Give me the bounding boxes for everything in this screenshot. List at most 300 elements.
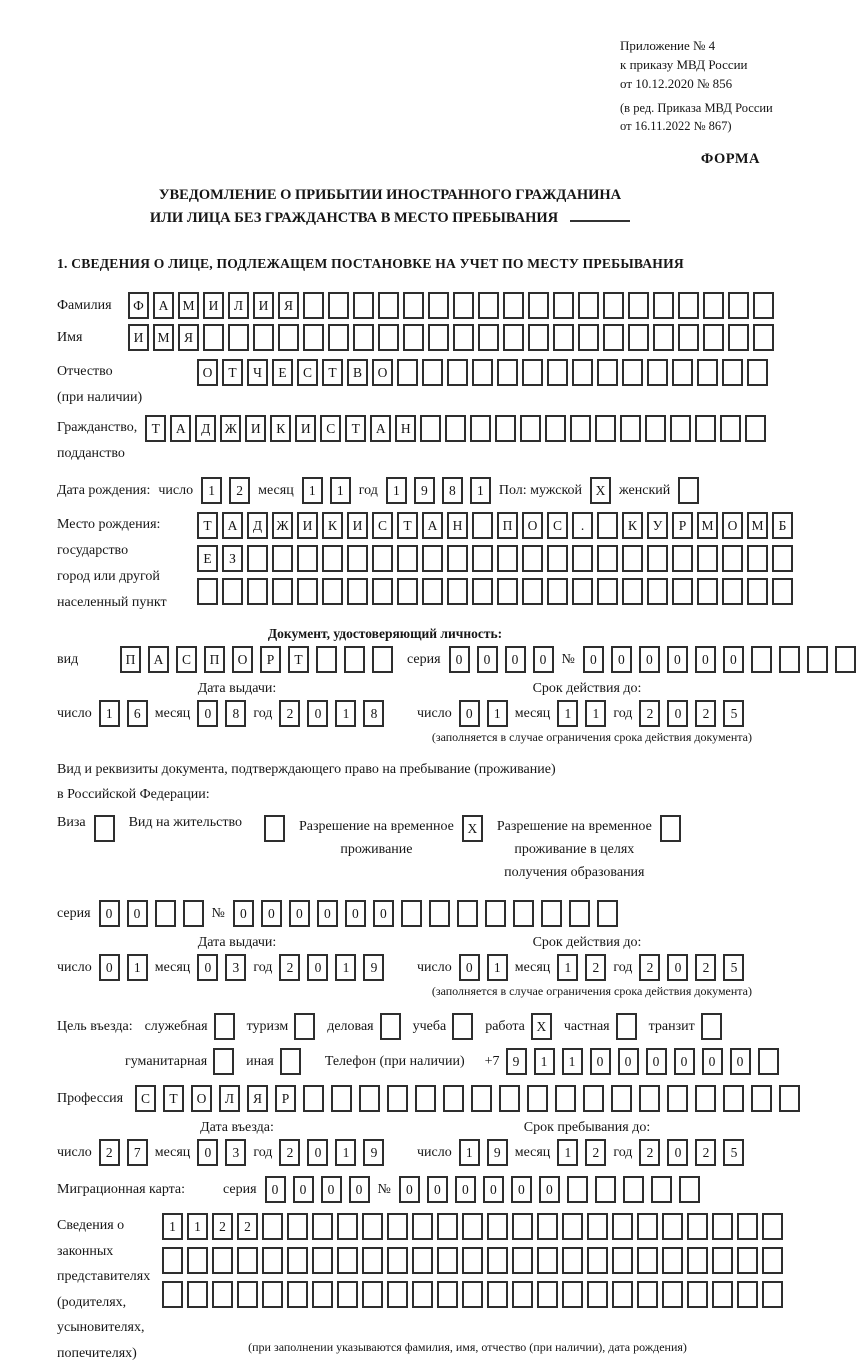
char-cell[interactable]: Р [275, 1085, 296, 1112]
char-cell[interactable]: С [547, 512, 568, 539]
char-cell[interactable] [347, 578, 368, 605]
char-cell[interactable]: О [372, 359, 393, 386]
char-cell[interactable]: 1 [487, 954, 508, 981]
char-cell[interactable] [428, 292, 449, 319]
char-cell[interactable] [247, 578, 268, 605]
char-cell[interactable]: 0 [533, 646, 554, 673]
char-cell[interactable] [712, 1247, 733, 1274]
char-cell[interactable] [437, 1247, 458, 1274]
char-cell[interactable] [612, 1247, 633, 1274]
char-cell[interactable]: 0 [539, 1176, 560, 1203]
char-cell[interactable]: Б [772, 512, 793, 539]
char-cell[interactable]: П [120, 646, 141, 673]
char-cell[interactable]: 1 [335, 700, 356, 727]
char-cell[interactable] [603, 292, 624, 319]
char-cell[interactable] [312, 1247, 333, 1274]
char-cell[interactable] [623, 1176, 644, 1203]
char-cell[interactable]: 3 [225, 954, 246, 981]
char-cell[interactable] [362, 1247, 383, 1274]
char-cell[interactable] [337, 1247, 358, 1274]
char-cell[interactable] [362, 1281, 383, 1308]
char-cell[interactable] [701, 1013, 722, 1040]
char-cell[interactable]: Н [447, 512, 468, 539]
char-cell[interactable] [628, 324, 649, 351]
char-cell[interactable]: 0 [646, 1048, 667, 1075]
char-cell[interactable] [497, 545, 518, 572]
char-cell[interactable] [555, 1085, 576, 1112]
char-cell[interactable]: 1 [335, 954, 356, 981]
char-cell[interactable]: 2 [279, 700, 300, 727]
char-cell[interactable]: М [153, 324, 174, 351]
char-cell[interactable] [578, 324, 599, 351]
char-cell[interactable] [747, 359, 768, 386]
char-cell[interactable]: 0 [449, 646, 470, 673]
char-cell[interactable] [835, 646, 856, 673]
char-cell[interactable]: Т [145, 415, 166, 442]
char-cell[interactable] [344, 646, 365, 673]
char-cell[interactable] [670, 415, 691, 442]
char-cell[interactable] [347, 545, 368, 572]
char-cell[interactable] [499, 1085, 520, 1112]
char-cell[interactable] [678, 292, 699, 319]
char-cell[interactable]: Р [260, 646, 281, 673]
char-cell[interactable] [712, 1213, 733, 1240]
char-cell[interactable] [472, 545, 493, 572]
char-cell[interactable]: Ж [272, 512, 293, 539]
char-cell[interactable] [262, 1247, 283, 1274]
char-cell[interactable] [583, 1085, 604, 1112]
char-cell[interactable]: 0 [730, 1048, 751, 1075]
char-cell[interactable]: Р [672, 512, 693, 539]
char-cell[interactable] [237, 1247, 258, 1274]
char-cell[interactable]: 2 [212, 1213, 233, 1240]
char-cell[interactable] [653, 292, 674, 319]
char-cell[interactable] [397, 578, 418, 605]
char-cell[interactable] [197, 578, 218, 605]
char-cell[interactable]: X [462, 815, 483, 842]
char-cell[interactable]: 0 [667, 954, 688, 981]
char-cell[interactable] [772, 578, 793, 605]
char-cell[interactable]: Т [222, 359, 243, 386]
char-cell[interactable] [612, 1213, 633, 1240]
char-cell[interactable] [553, 292, 574, 319]
char-cell[interactable] [722, 545, 743, 572]
char-cell[interactable] [572, 359, 593, 386]
char-cell[interactable] [678, 477, 699, 504]
char-cell[interactable] [162, 1247, 183, 1274]
char-cell[interactable]: 0 [611, 646, 632, 673]
char-cell[interactable]: Ф [128, 292, 149, 319]
char-cell[interactable] [437, 1213, 458, 1240]
char-cell[interactable]: Е [197, 545, 218, 572]
char-cell[interactable] [595, 1176, 616, 1203]
char-cell[interactable] [387, 1213, 408, 1240]
char-cell[interactable] [378, 292, 399, 319]
char-cell[interactable] [401, 900, 422, 927]
char-cell[interactable] [697, 578, 718, 605]
char-cell[interactable] [562, 1247, 583, 1274]
char-cell[interactable]: 0 [99, 954, 120, 981]
char-cell[interactable] [312, 1213, 333, 1240]
char-cell[interactable] [687, 1247, 708, 1274]
char-cell[interactable] [622, 545, 643, 572]
char-cell[interactable]: О [191, 1085, 212, 1112]
char-cell[interactable] [547, 578, 568, 605]
char-cell[interactable] [611, 1085, 632, 1112]
char-cell[interactable] [562, 1281, 583, 1308]
char-cell[interactable]: К [270, 415, 291, 442]
char-cell[interactable] [672, 578, 693, 605]
char-cell[interactable] [737, 1281, 758, 1308]
char-cell[interactable]: 2 [695, 700, 716, 727]
char-cell[interactable]: 0 [477, 646, 498, 673]
char-cell[interactable]: 0 [459, 700, 480, 727]
char-cell[interactable]: О [522, 512, 543, 539]
char-cell[interactable]: 1 [162, 1213, 183, 1240]
char-cell[interactable] [547, 359, 568, 386]
char-cell[interactable] [622, 578, 643, 605]
char-cell[interactable] [287, 1247, 308, 1274]
char-cell[interactable]: 1 [201, 477, 222, 504]
char-cell[interactable] [662, 1281, 683, 1308]
char-cell[interactable]: X [590, 477, 611, 504]
char-cell[interactable] [462, 1247, 483, 1274]
char-cell[interactable] [547, 545, 568, 572]
char-cell[interactable]: Я [178, 324, 199, 351]
char-cell[interactable] [312, 1281, 333, 1308]
char-cell[interactable] [387, 1247, 408, 1274]
char-cell[interactable] [457, 900, 478, 927]
char-cell[interactable] [316, 646, 337, 673]
char-cell[interactable]: 9 [363, 1139, 384, 1166]
char-cell[interactable] [503, 292, 524, 319]
char-cell[interactable] [639, 1085, 660, 1112]
char-cell[interactable] [703, 324, 724, 351]
char-cell[interactable]: 0 [293, 1176, 314, 1203]
char-cell[interactable] [422, 359, 443, 386]
char-cell[interactable] [403, 292, 424, 319]
char-cell[interactable]: . [572, 512, 593, 539]
char-cell[interactable] [807, 646, 828, 673]
char-cell[interactable] [447, 545, 468, 572]
char-cell[interactable] [637, 1281, 658, 1308]
char-cell[interactable] [751, 1085, 772, 1112]
char-cell[interactable] [728, 292, 749, 319]
char-cell[interactable] [237, 1281, 258, 1308]
char-cell[interactable] [603, 324, 624, 351]
char-cell[interactable] [612, 1281, 633, 1308]
char-cell[interactable]: 1 [534, 1048, 555, 1075]
char-cell[interactable] [447, 578, 468, 605]
char-cell[interactable] [337, 1281, 358, 1308]
char-cell[interactable]: И [245, 415, 266, 442]
char-cell[interactable]: 2 [237, 1213, 258, 1240]
char-cell[interactable]: 0 [583, 646, 604, 673]
char-cell[interactable]: Т [197, 512, 218, 539]
char-cell[interactable]: А [170, 415, 191, 442]
char-cell[interactable] [762, 1247, 783, 1274]
char-cell[interactable] [722, 578, 743, 605]
char-cell[interactable] [667, 1085, 688, 1112]
char-cell[interactable]: 0 [695, 646, 716, 673]
char-cell[interactable] [397, 545, 418, 572]
char-cell[interactable]: 0 [511, 1176, 532, 1203]
char-cell[interactable]: 9 [506, 1048, 527, 1075]
char-cell[interactable]: Д [195, 415, 216, 442]
char-cell[interactable] [487, 1247, 508, 1274]
char-cell[interactable]: 2 [695, 954, 716, 981]
char-cell[interactable]: 9 [414, 477, 435, 504]
char-cell[interactable]: Т [163, 1085, 184, 1112]
char-cell[interactable]: 0 [399, 1176, 420, 1203]
char-cell[interactable] [420, 415, 441, 442]
char-cell[interactable]: 9 [487, 1139, 508, 1166]
char-cell[interactable]: 2 [695, 1139, 716, 1166]
char-cell[interactable] [359, 1085, 380, 1112]
char-cell[interactable]: А [153, 292, 174, 319]
char-cell[interactable] [303, 292, 324, 319]
char-cell[interactable]: 1 [557, 1139, 578, 1166]
char-cell[interactable] [155, 900, 176, 927]
char-cell[interactable] [597, 545, 618, 572]
char-cell[interactable] [651, 1176, 672, 1203]
char-cell[interactable]: 0 [307, 1139, 328, 1166]
char-cell[interactable]: 1 [127, 954, 148, 981]
char-cell[interactable] [212, 1281, 233, 1308]
char-cell[interactable]: 0 [427, 1176, 448, 1203]
char-cell[interactable] [380, 1013, 401, 1040]
char-cell[interactable]: К [322, 512, 343, 539]
char-cell[interactable] [262, 1281, 283, 1308]
char-cell[interactable] [403, 324, 424, 351]
char-cell[interactable]: И [203, 292, 224, 319]
char-cell[interactable]: 6 [127, 700, 148, 727]
char-cell[interactable] [762, 1213, 783, 1240]
char-cell[interactable]: С [320, 415, 341, 442]
char-cell[interactable]: 0 [674, 1048, 695, 1075]
char-cell[interactable]: О [722, 512, 743, 539]
char-cell[interactable]: 0 [233, 900, 254, 927]
char-cell[interactable] [462, 1281, 483, 1308]
char-cell[interactable]: И [347, 512, 368, 539]
char-cell[interactable]: 5 [723, 700, 744, 727]
char-cell[interactable] [779, 646, 800, 673]
char-cell[interactable] [353, 324, 374, 351]
char-cell[interactable] [597, 359, 618, 386]
char-cell[interactable] [587, 1281, 608, 1308]
char-cell[interactable] [443, 1085, 464, 1112]
char-cell[interactable] [522, 578, 543, 605]
char-cell[interactable] [422, 578, 443, 605]
char-cell[interactable] [620, 415, 641, 442]
char-cell[interactable]: 2 [639, 954, 660, 981]
char-cell[interactable] [447, 359, 468, 386]
char-cell[interactable]: 0 [321, 1176, 342, 1203]
char-cell[interactable] [537, 1213, 558, 1240]
char-cell[interactable] [537, 1281, 558, 1308]
char-cell[interactable]: Т [397, 512, 418, 539]
char-cell[interactable]: А [422, 512, 443, 539]
char-cell[interactable] [303, 1085, 324, 1112]
char-cell[interactable] [214, 1013, 235, 1040]
char-cell[interactable] [737, 1247, 758, 1274]
char-cell[interactable] [428, 324, 449, 351]
char-cell[interactable]: 0 [345, 900, 366, 927]
char-cell[interactable] [537, 1247, 558, 1274]
char-cell[interactable] [497, 359, 518, 386]
char-cell[interactable]: А [148, 646, 169, 673]
char-cell[interactable] [353, 292, 374, 319]
char-cell[interactable] [487, 1281, 508, 1308]
char-cell[interactable]: 0 [373, 900, 394, 927]
char-cell[interactable] [415, 1085, 436, 1112]
char-cell[interactable] [497, 578, 518, 605]
char-cell[interactable]: 0 [618, 1048, 639, 1075]
char-cell[interactable]: Т [322, 359, 343, 386]
char-cell[interactable]: 3 [225, 1139, 246, 1166]
char-cell[interactable] [723, 1085, 744, 1112]
char-cell[interactable] [637, 1213, 658, 1240]
char-cell[interactable] [470, 415, 491, 442]
char-cell[interactable]: К [622, 512, 643, 539]
char-cell[interactable]: П [497, 512, 518, 539]
char-cell[interactable] [672, 359, 693, 386]
char-cell[interactable]: 1 [557, 700, 578, 727]
char-cell[interactable]: 1 [562, 1048, 583, 1075]
char-cell[interactable]: 1 [330, 477, 351, 504]
char-cell[interactable] [720, 415, 741, 442]
char-cell[interactable]: 0 [99, 900, 120, 927]
char-cell[interactable]: 1 [99, 700, 120, 727]
char-cell[interactable]: И [253, 292, 274, 319]
char-cell[interactable]: 1 [335, 1139, 356, 1166]
char-cell[interactable]: 0 [307, 954, 328, 981]
char-cell[interactable] [437, 1281, 458, 1308]
char-cell[interactable]: И [295, 415, 316, 442]
char-cell[interactable] [712, 1281, 733, 1308]
char-cell[interactable]: 1 [557, 954, 578, 981]
char-cell[interactable] [322, 545, 343, 572]
char-cell[interactable]: 0 [197, 954, 218, 981]
char-cell[interactable] [262, 1213, 283, 1240]
char-cell[interactable] [472, 512, 493, 539]
char-cell[interactable] [703, 292, 724, 319]
char-cell[interactable]: 2 [585, 954, 606, 981]
char-cell[interactable]: 5 [723, 1139, 744, 1166]
char-cell[interactable]: 0 [667, 700, 688, 727]
char-cell[interactable]: 1 [585, 700, 606, 727]
char-cell[interactable] [597, 900, 618, 927]
char-cell[interactable]: 0 [459, 954, 480, 981]
char-cell[interactable] [541, 900, 562, 927]
char-cell[interactable]: Т [288, 646, 309, 673]
char-cell[interactable]: Е [272, 359, 293, 386]
char-cell[interactable]: О [197, 359, 218, 386]
char-cell[interactable] [637, 1247, 658, 1274]
char-cell[interactable]: 0 [289, 900, 310, 927]
char-cell[interactable] [522, 359, 543, 386]
char-cell[interactable]: С [297, 359, 318, 386]
char-cell[interactable] [597, 512, 618, 539]
char-cell[interactable] [747, 545, 768, 572]
char-cell[interactable]: 2 [639, 1139, 660, 1166]
char-cell[interactable] [753, 324, 774, 351]
char-cell[interactable]: 0 [197, 700, 218, 727]
char-cell[interactable]: 0 [667, 1139, 688, 1166]
char-cell[interactable] [647, 359, 668, 386]
char-cell[interactable] [645, 415, 666, 442]
char-cell[interactable]: 0 [349, 1176, 370, 1203]
char-cell[interactable] [512, 1213, 533, 1240]
char-cell[interactable]: 1 [386, 477, 407, 504]
char-cell[interactable] [94, 815, 115, 842]
char-cell[interactable] [495, 415, 516, 442]
char-cell[interactable]: 5 [723, 954, 744, 981]
char-cell[interactable] [722, 359, 743, 386]
char-cell[interactable] [422, 545, 443, 572]
char-cell[interactable]: Л [228, 292, 249, 319]
char-cell[interactable] [747, 578, 768, 605]
char-cell[interactable] [628, 292, 649, 319]
char-cell[interactable]: М [178, 292, 199, 319]
char-cell[interactable] [294, 1013, 315, 1040]
char-cell[interactable] [520, 415, 541, 442]
char-cell[interactable] [272, 545, 293, 572]
char-cell[interactable] [322, 578, 343, 605]
char-cell[interactable]: 0 [702, 1048, 723, 1075]
char-cell[interactable] [662, 1213, 683, 1240]
char-cell[interactable] [779, 1085, 800, 1112]
char-cell[interactable] [328, 292, 349, 319]
char-cell[interactable]: 2 [585, 1139, 606, 1166]
char-cell[interactable] [753, 292, 774, 319]
char-cell[interactable] [687, 1213, 708, 1240]
char-cell[interactable]: 2 [279, 954, 300, 981]
char-cell[interactable]: 0 [483, 1176, 504, 1203]
char-cell[interactable] [595, 415, 616, 442]
char-cell[interactable] [745, 415, 766, 442]
char-cell[interactable]: С [135, 1085, 156, 1112]
char-cell[interactable]: Ч [247, 359, 268, 386]
char-cell[interactable] [452, 1013, 473, 1040]
char-cell[interactable] [503, 324, 524, 351]
char-cell[interactable] [183, 900, 204, 927]
char-cell[interactable] [587, 1247, 608, 1274]
char-cell[interactable] [616, 1013, 637, 1040]
char-cell[interactable] [412, 1213, 433, 1240]
char-cell[interactable] [660, 815, 681, 842]
char-cell[interactable]: Т [345, 415, 366, 442]
char-cell[interactable] [622, 359, 643, 386]
char-cell[interactable] [387, 1281, 408, 1308]
char-cell[interactable] [372, 578, 393, 605]
char-cell[interactable] [247, 545, 268, 572]
char-cell[interactable]: 0 [667, 646, 688, 673]
char-cell[interactable]: 8 [442, 477, 463, 504]
char-cell[interactable] [212, 1247, 233, 1274]
char-cell[interactable]: Л [219, 1085, 240, 1112]
char-cell[interactable] [213, 1048, 234, 1075]
char-cell[interactable] [695, 1085, 716, 1112]
char-cell[interactable] [303, 324, 324, 351]
char-cell[interactable]: 1 [470, 477, 491, 504]
char-cell[interactable]: 0 [127, 900, 148, 927]
char-cell[interactable] [578, 292, 599, 319]
char-cell[interactable] [647, 578, 668, 605]
char-cell[interactable] [553, 324, 574, 351]
char-cell[interactable]: 1 [459, 1139, 480, 1166]
char-cell[interactable] [203, 324, 224, 351]
